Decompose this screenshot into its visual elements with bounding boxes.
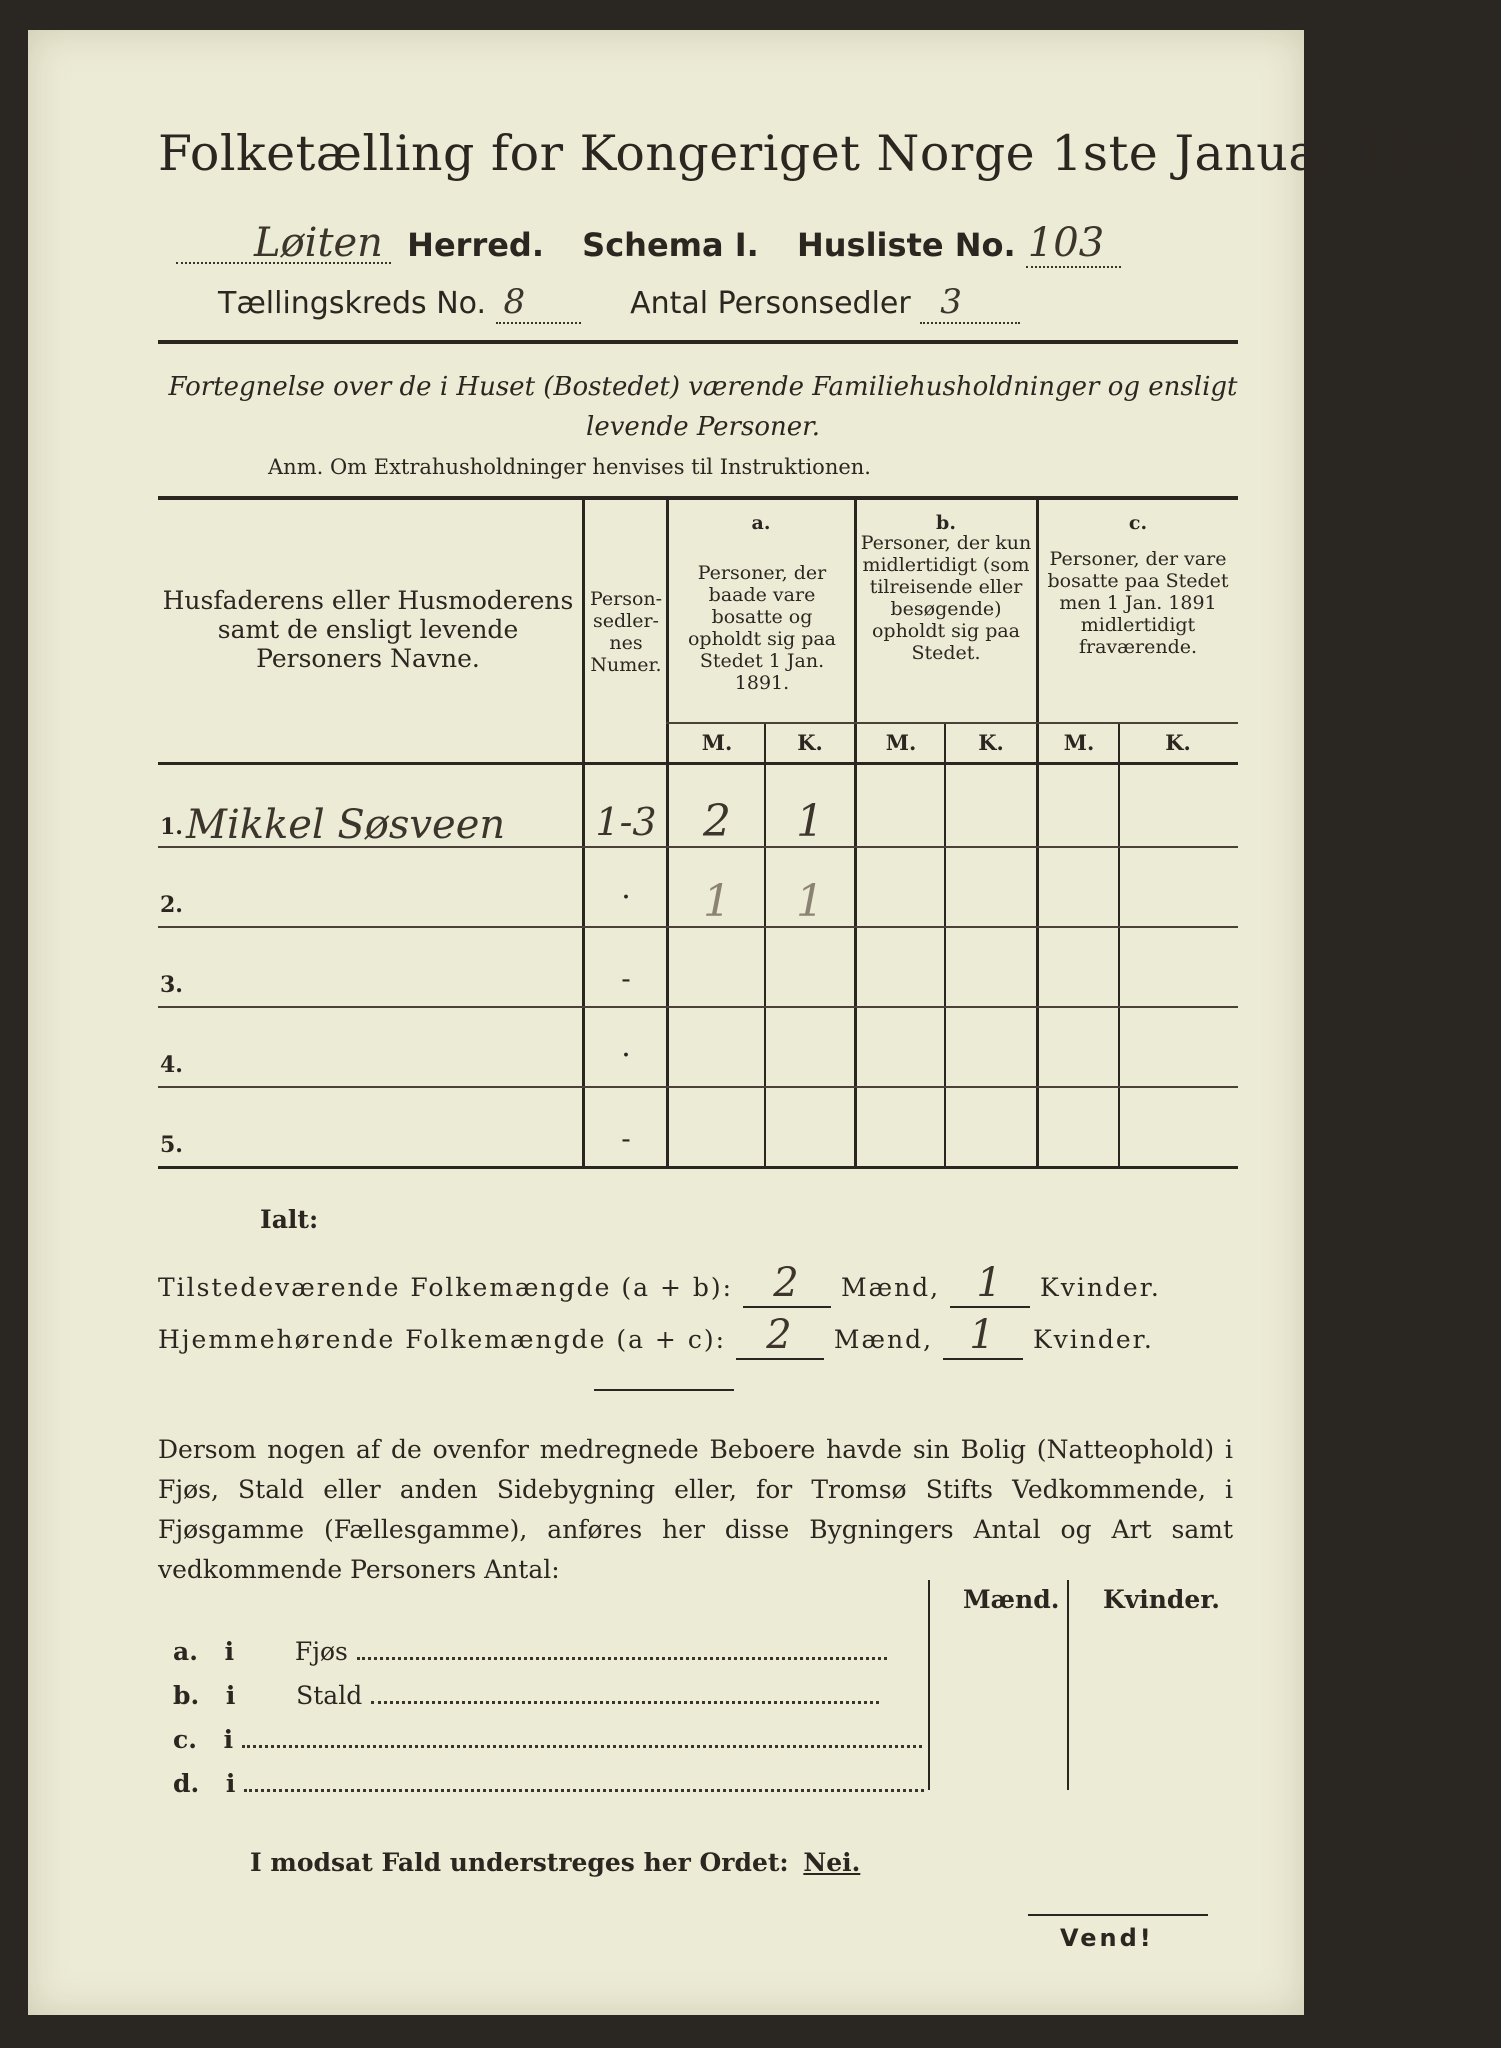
- antal-field[interactable]: [920, 282, 1020, 324]
- row-1-numer[interactable]: 1-3: [595, 800, 657, 844]
- hjemme-kvinder-word: Kvinder.: [1032, 1325, 1154, 1354]
- col-sep-4: [1036, 496, 1039, 1166]
- col-numer-header: Person-sedler-nes Numer.: [589, 588, 663, 676]
- row-2-number: 2.: [160, 892, 183, 918]
- kreds-value: 8: [503, 282, 526, 322]
- table-bottom-rule: [158, 1166, 1238, 1169]
- husliste-label: Husliste No.: [796, 226, 1016, 264]
- col-b-m: M.: [885, 730, 917, 755]
- row-4-numer[interactable]: ·: [621, 1038, 631, 1073]
- kreds-field[interactable]: [496, 282, 581, 324]
- tilstede-label: Tilstedeværende Folkemængde (a + b):: [158, 1273, 734, 1302]
- col-c-k: K.: [1165, 730, 1191, 755]
- vend-rule: [1028, 1914, 1208, 1916]
- schema-label: Schema I.: [582, 226, 759, 264]
- tilstede-kvinder: 1: [976, 1260, 1004, 1306]
- buildings-col-maend: Mænd.: [963, 1585, 1060, 1614]
- hjemme-row: [158, 1312, 1154, 1360]
- col-a-k: K.: [797, 730, 823, 755]
- row-1-number: 1.: [160, 814, 183, 840]
- hjemme-maend-field[interactable]: [736, 1312, 824, 1360]
- buildings-sep-1: [928, 1580, 930, 1790]
- row-1-a-m[interactable]: 2: [703, 796, 731, 847]
- col-names-header: Husfaderens eller Husmoderens samt de ensligt levende Personers Navne.: [162, 586, 574, 673]
- building-d-field[interactable]: [244, 1789, 924, 1792]
- col-sep-c: [1118, 722, 1120, 1166]
- building-a-i: i: [224, 1637, 235, 1666]
- building-c-letter: c.: [173, 1725, 197, 1754]
- col-c-letter: c.: [1128, 512, 1148, 534]
- col-sep-b: [944, 722, 946, 1166]
- herred-field[interactable]: [176, 216, 391, 264]
- col-sep-a: [764, 722, 766, 1166]
- hjemme-maend-word: Mænd,: [833, 1325, 934, 1354]
- building-c-i: i: [223, 1725, 234, 1754]
- building-row-d: [173, 1769, 924, 1798]
- herred-value: Løiten: [254, 220, 383, 266]
- building-b-field[interactable]: [371, 1701, 879, 1704]
- tilstede-kvinder-field[interactable]: [950, 1260, 1030, 1308]
- row-1-a-k[interactable]: 1: [796, 796, 824, 847]
- row-5-number: 5.: [160, 1132, 183, 1158]
- building-b-i: i: [225, 1681, 236, 1710]
- col-sep-1: [582, 496, 585, 1166]
- tilstede-kvinder-word: Kvinder.: [1040, 1273, 1161, 1302]
- col-sep-2: [666, 496, 669, 1166]
- tilstede-row: [158, 1260, 1161, 1308]
- register-table: [158, 496, 1238, 1166]
- row-2-a-k[interactable]: 1: [796, 876, 824, 927]
- hjemme-label: Hjemmehørende Folkemængde (a + c):: [158, 1325, 726, 1354]
- hjemme-kvinder-field[interactable]: [943, 1312, 1023, 1360]
- col-a-header: Personer, der baade vare bosatte og opholdt sig paa Stedet 1 Jan. 1891.: [687, 562, 837, 694]
- table-header-rule: [158, 762, 1238, 765]
- anm-note: Anm. Om Extrahusholdninger henvises til Instruktionen.: [268, 455, 871, 479]
- divider: [594, 1389, 734, 1391]
- row-5-numer[interactable]: -: [621, 1122, 631, 1155]
- building-row-a: [173, 1637, 887, 1666]
- antal-value: 3: [940, 282, 962, 322]
- col-c-header: Personer, der vare bosatte paa Stedet men 1 Jan. 1891 midlertidigt fraværende.: [1047, 548, 1229, 658]
- row-1-name[interactable]: Mikkel Søsveen: [186, 802, 506, 848]
- row-2-numer[interactable]: ·: [621, 880, 631, 915]
- buildings-paragraph: Dersom nogen af de ovenfor medregnede Beboere havde sin Bolig (Natteophold) i Fjøs, Stald eller anden Sidebygning eller, for Tromsø Stifts Vedkommende, i Fjøsgamme (Fællesgamme), anføres her disse Bygningers Antal og Art samt vedkommende Personers Antal:: [158, 1435, 1233, 1584]
- form-title: Folketælling for Kongeriget Norge 1ste Januar 1891.: [158, 125, 1501, 182]
- row-3-numer[interactable]: -: [621, 962, 631, 995]
- intro-note: Fortegnelse over de i Huset (Bostedet) værende Familiehusholdninger og ensligt levende Personer.: [168, 372, 1238, 442]
- building-b-label: Stald: [296, 1681, 363, 1710]
- row-rule-4: [158, 1086, 1238, 1088]
- hjemme-maend: 2: [766, 1312, 794, 1358]
- antal-label: Antal Personsedler: [630, 286, 911, 321]
- herred-label: Herred.: [407, 226, 544, 264]
- mk-rule: [666, 722, 1238, 724]
- husliste-value: 103: [1027, 220, 1105, 266]
- building-a-label: Fjøs: [294, 1637, 348, 1666]
- col-a-m: M.: [701, 730, 733, 755]
- building-d-i: i: [225, 1769, 236, 1798]
- building-d-letter: d.: [173, 1769, 200, 1798]
- building-c-field[interactable]: [242, 1745, 922, 1748]
- table-top-rule: [158, 496, 1238, 500]
- col-b-letter: b.: [936, 512, 956, 534]
- nei-word[interactable]: Nei.: [803, 1848, 861, 1877]
- buildings-col-kvinder: Kvinder.: [1103, 1585, 1220, 1614]
- row-2-a-m[interactable]: 1: [703, 876, 731, 927]
- header-rule: [158, 340, 1238, 344]
- building-row-b: [173, 1681, 879, 1710]
- tilstede-maend-field[interactable]: [743, 1260, 831, 1308]
- tilstede-maend: 2: [773, 1260, 801, 1306]
- col-b-header: Personer, der kun midlertidigt (som tilreisende eller besøgende) opholdt sig paa Stedet.: [860, 532, 1032, 664]
- kreds-row: [218, 282, 1020, 324]
- building-b-letter: b.: [173, 1681, 200, 1710]
- col-a-letter: a.: [751, 512, 771, 534]
- census-form-sheet: [28, 30, 1501, 2015]
- col-c-m: M.: [1063, 730, 1095, 755]
- building-a-field[interactable]: [357, 1657, 887, 1660]
- col-sep-3: [854, 496, 857, 1166]
- row-rule-3: [158, 1006, 1238, 1008]
- footer-prefix: I modsat Fald understreges her Ordet:: [250, 1848, 789, 1877]
- kreds-label: Tællingskreds No.: [218, 286, 486, 321]
- building-a-letter: a.: [173, 1637, 198, 1666]
- col-b-k: K.: [978, 730, 1004, 755]
- building-row-c: [173, 1725, 922, 1754]
- row-3-number: 3.: [160, 972, 183, 998]
- vend-label: Vend!: [1060, 1924, 1154, 1952]
- husliste-field[interactable]: [1026, 220, 1121, 268]
- footer-row: [250, 1848, 860, 1877]
- tilstede-maend-word: Mænd,: [840, 1273, 941, 1302]
- herred-row: [176, 220, 1121, 268]
- row-4-number: 4.: [160, 1052, 183, 1078]
- hjemme-kvinder: 1: [969, 1312, 997, 1358]
- buildings-sep-2: [1067, 1580, 1069, 1790]
- ialt-label: Ialt:: [260, 1205, 319, 1234]
